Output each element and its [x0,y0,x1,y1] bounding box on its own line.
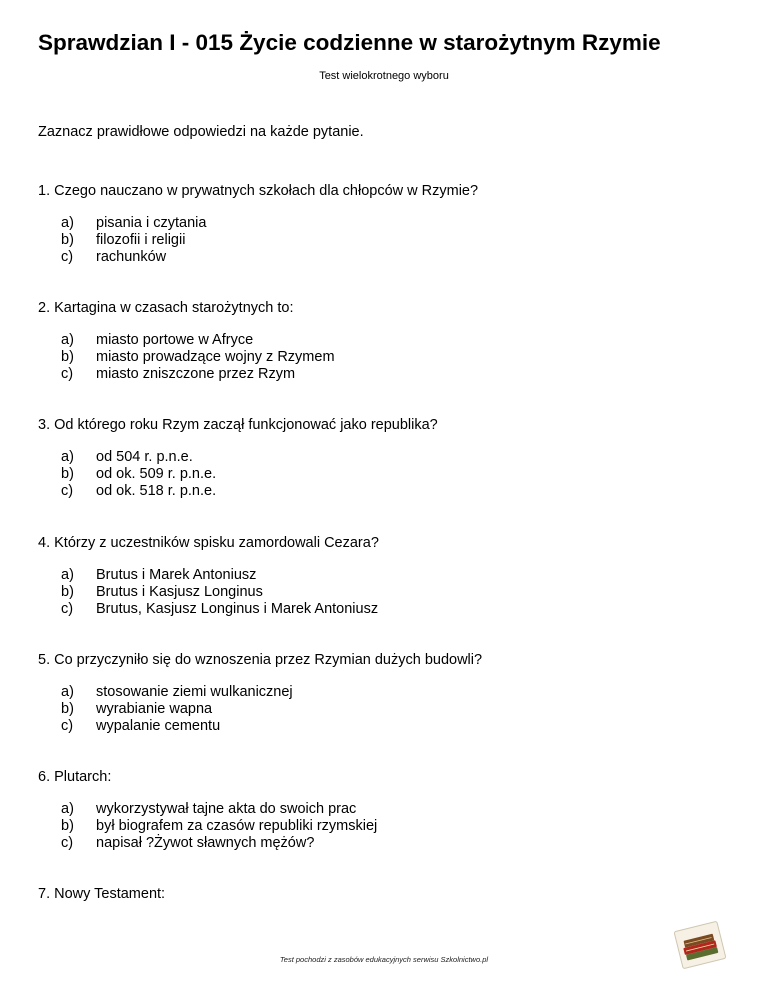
answer-option-c[interactable] [38,483,738,500]
answer-text: od ok. 518 r. p.n.e. [96,483,217,499]
answer-text: napisał ?Żywot sławnych mężów? [96,835,315,851]
question-text: 7. Nowy Testament: [38,886,166,902]
answer-option-b[interactable] [38,818,738,835]
question-text: 1. Czego nauczano w prywatnych szkołach dla chłopców w Rzymie? [38,183,479,199]
page-title: Sprawdzian I - 015 Życie codzienne w starożytnym Rzymie [38,30,661,55]
answer-option-b[interactable] [38,584,738,601]
answer-letter: b) [61,349,74,365]
answer-letter: a) [61,449,74,465]
answer-letter: c) [61,366,74,382]
question-4 [38,535,738,618]
answer-letter: a) [61,567,74,583]
answer-text: wypalanie cementu [96,718,221,734]
question-text: 6. Plutarch: [38,769,112,785]
answer-text: stosowanie ziemi wulkanicznej [96,684,293,700]
answer-letter: c) [61,483,74,499]
answer-text: od ok. 509 r. p.n.e. [96,466,217,482]
answer-letter: b) [61,232,74,248]
answer-option-c[interactable] [38,718,738,735]
answer-list [38,567,738,618]
answer-text: rachunków [96,249,167,265]
answer-letter: a) [61,684,74,700]
answer-letter: b) [61,466,74,482]
question-text: 5. Co przyczyniło się do wznoszenia przez Rzymian dużych budowli? [38,652,483,668]
answer-option-b[interactable] [38,349,738,366]
answer-text: wykorzystywał tajne akta do swoich prac [96,801,357,817]
question-text: 2. Kartagina w czasach starożytnych to: [38,300,294,316]
answer-text: był biografem za czasów republiki rzymskiej [96,818,378,834]
answer-text: Brutus i Kasjusz Longinus [96,584,263,600]
answer-text: pisania i czytania [96,215,207,231]
answer-letter: c) [61,835,74,851]
question-text: 3. Od którego roku Rzym zaczął funkcjonować jako republika? [38,417,438,433]
answer-list [38,332,738,383]
answer-option-c[interactable] [38,601,738,618]
answer-letter: a) [61,332,74,348]
answer-option-c[interactable] [38,249,738,266]
answer-option-a[interactable] [38,449,738,466]
answer-list [38,684,738,735]
answer-text: filozofii i religii [96,232,186,248]
answer-letter: c) [61,249,74,265]
answer-text: miasto zniszczone przez Rzym [96,366,296,382]
answer-letter: b) [61,584,74,600]
footer-source-text: Test pochodzi z zasobów edukacyjnych serwisu Szkolnictwo.pl [279,955,489,964]
answer-option-a[interactable] [38,801,738,818]
answer-list [38,215,738,266]
answer-option-a[interactable] [38,215,738,232]
question-7 [38,886,738,906]
question-6 [38,769,738,852]
answer-text: od 504 r. p.n.e. [96,449,193,465]
answer-option-a[interactable] [38,684,738,701]
instruction-text: Zaznacz prawidłowe odpowiedzi na każde pytanie. [38,124,364,140]
answer-option-c[interactable] [38,835,738,852]
answer-text: miasto portowe w Afryce [96,332,254,348]
books-icon [672,920,728,970]
page-subtitle: Test wielokrotnego wyboru [319,70,449,82]
answer-text: Brutus, Kasjusz Longinus i Marek Antoniusz [96,601,379,617]
question-3 [38,417,738,500]
question-text: 4. Którzy z uczestników spisku zamordowali Cezara? [38,535,379,551]
answer-text: wyrabianie wapna [96,701,213,717]
answer-letter: c) [61,718,74,734]
answer-letter: c) [61,601,74,617]
answer-letter: a) [61,801,74,817]
answer-list [38,801,738,852]
answer-option-a[interactable] [38,567,738,584]
answer-option-b[interactable] [38,232,738,249]
answer-option-b[interactable] [38,466,738,483]
answer-letter: b) [61,818,74,834]
answer-letter: a) [61,215,74,231]
answer-text: Brutus i Marek Antoniusz [96,567,257,583]
answer-option-a[interactable] [38,332,738,349]
question-1 [38,183,738,266]
answer-option-b[interactable] [38,701,738,718]
answer-letter: b) [61,701,74,717]
answer-option-c[interactable] [38,366,738,383]
answer-text: miasto prowadzące wojny z Rzymem [96,349,335,365]
question-5 [38,652,738,735]
answer-list [38,449,738,500]
books-icon [672,920,728,970]
question-2 [38,300,738,383]
